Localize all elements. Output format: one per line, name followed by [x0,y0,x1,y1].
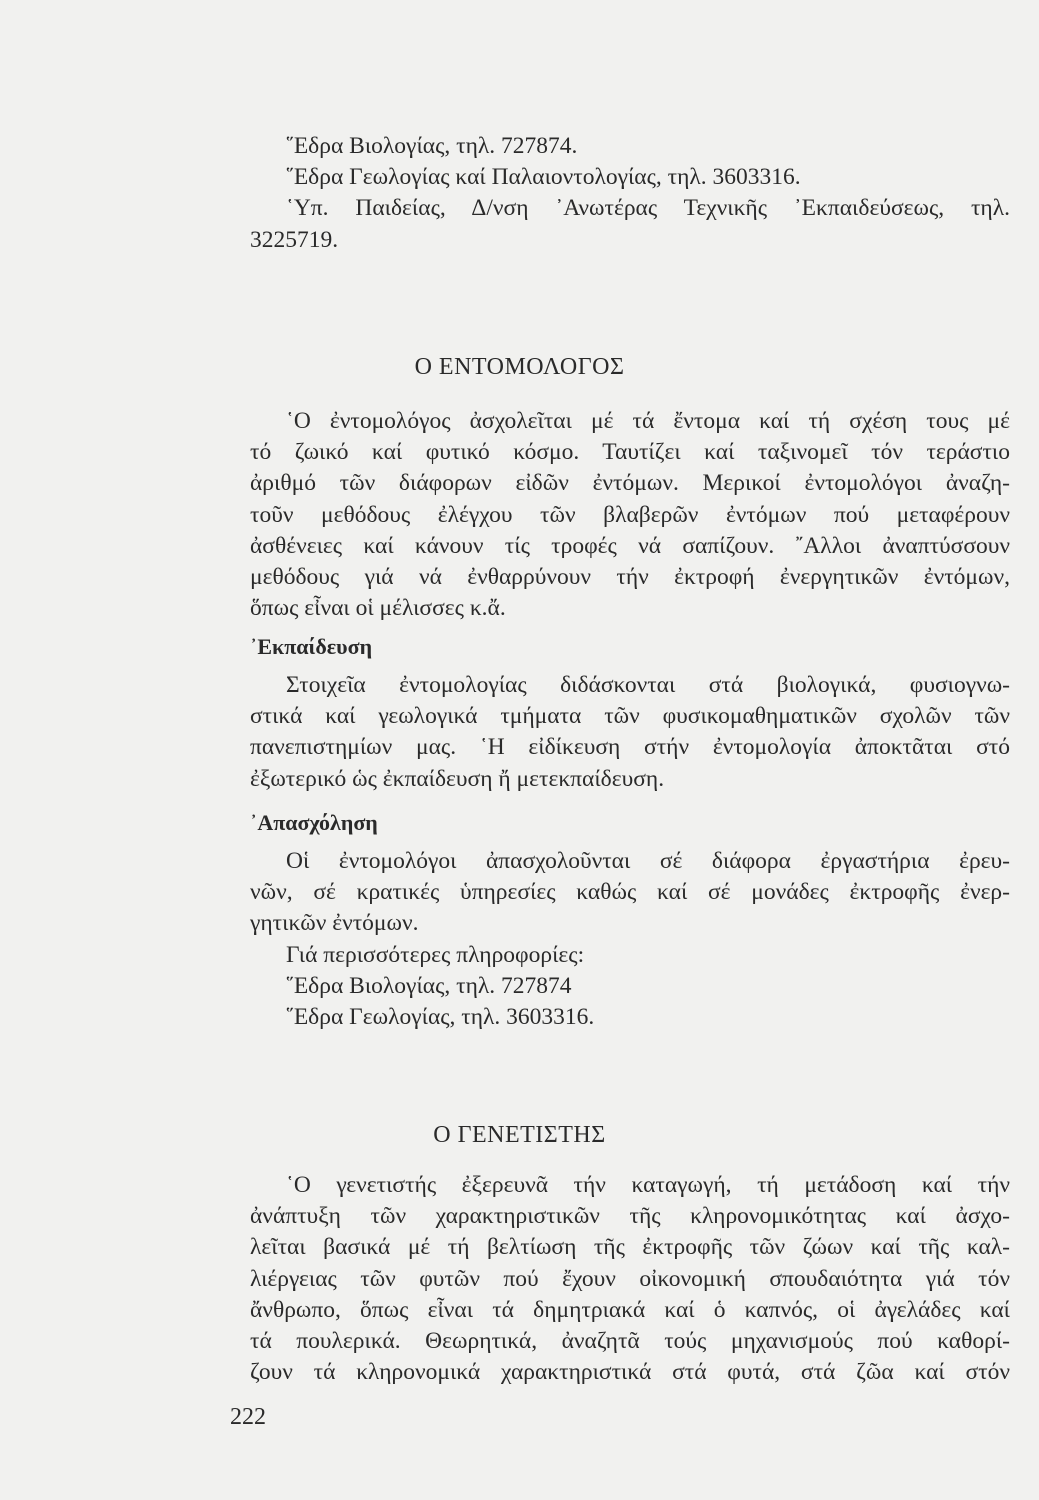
text-line: ἄνθρωπο, ὅπως εἶναι τά δημητριακά καί ὁ καπνός, οἱ ἀγελάδες καί [250,1296,1010,1323]
text-line: λιέργειας τῶν φυτῶν πού ἔχουν οἰκονομική σπουδαιότητα γιά τόν [250,1265,1010,1292]
text-line: ἀσθένειες καί κάνουν τίς τροφές νά σαπίζουν. ῎Αλλοι ἀναπτύσσουν [250,532,1010,559]
text-line: πανεπιστημίων μας. ῾Η εἰδίκευση στήν ἐντομολογία ἀποκτᾶται στό [250,734,1010,761]
contact-line: ῞Εδρα Γεωλογίας καί Παλαιοντολογίας, τηλ. 3603316. [286,164,801,191]
contact-line: ῞Εδρα Γεωλογίας, τηλ. 3603316. [286,1004,595,1031]
education-paragraph [250,670,1010,795]
text-line: τό ζωικό καί φυτικό κόσμο. Ταυτίζει καί ταξινομεῖ τόν τεράστιο [250,439,1010,466]
text-line: τοῦν μεθόδους ἐλέγχου τῶν βλαβερῶν ἐντόμων πού μεταφέρουν [250,501,1010,528]
text-line: γητικῶν ἐντόμων. [250,910,419,937]
text-line: ἐξωτερικό ὡς ἐκπαίδευση ἤ μετεκπαίδευση. [250,765,665,792]
page-number: 222 [230,1404,266,1430]
text-line: ῾Ο ἐντομολόγος ἀσχολεῖται μέ τά ἔντομα καί τή σχέση τους μέ [286,408,1010,434]
entomologist-intro [250,406,1010,624]
text-line: μεθόδους γιά νά ἐνθαρρύνουν τήν ἐκτροφή ἐνεργητικῶν ἐντόμων, [250,564,1010,591]
text-line: ὅπως εἶναι οἱ μέλισσες κ.ἄ. [250,595,506,622]
text-line: ἀνάπτυξη τῶν χαρακτηριστικῶν τῆς κληρονομικότητας καί ἀσχο- [250,1203,1010,1230]
top-contacts [250,131,1010,256]
text-line: ῾Ο γενετιστής ἐξερευνᾶ τήν καταγωγή, τή μετάδοση καί τήν [286,1172,1010,1198]
contact-line: ῞Εδρα Βιολογίας, τηλ. 727874. [286,133,578,159]
text-line: Στοιχεῖα ἐντομολογίας διδάσκονται στά βιολογικά, φυσιογνω- [286,672,1010,698]
contact-line: ῾Υπ. Παιδείας, Δ/νση ᾿Ανωτέρας Τεχνικῆς ᾿Εκπαιδεύσεως, τηλ. [286,195,1010,222]
text-line: ζουν τά κληρονομικά χαρακτηριστικά στά φυτά, στά ζῶα καί στόν [250,1359,1010,1386]
heading-employment: ᾿Απασχόληση [250,810,378,835]
text-line: τά πουλερικά. Θεωρητικά, ἀναζητᾶ τούς μηχανισμούς πού καθορί- [250,1328,1010,1355]
heading-education: ᾿Εκπαίδευση [250,634,373,659]
text-line: νῶν, σέ κρατικές ὑπηρεσίες καθώς καί σέ μονάδες ἐκτροφῆς ἐνερ- [250,879,1010,906]
contact-line: 3225719. [250,226,339,253]
more-info-line: Γιά περισσότερες πληροφορίες: [286,941,585,968]
section-title-entomologist: Ο ΕΝΤΟΜΟΛΟΓΟΣ [414,354,625,380]
contact-line: ῞Εδρα Βιολογίας, τηλ. 727874 [286,972,572,999]
text-line: Οἱ ἐντομολόγοι ἀπασχολοῦνται σέ διάφορα ἐργαστήρια ἐρευ- [286,848,1010,874]
text-line: στικά καί γεωλογικά τμήματα τῶν φυσικομαθηματικῶν σχολῶν τῶν [250,703,1010,730]
text-line: ἀριθμό τῶν διάφορων εἰδῶν ἐντόμων. Μερικοί ἐντομολόγοι ἀναζη- [250,470,1010,497]
text-line: λεῖται βασικά μέ τή βελτίωση τῆς ἐκτροφῆς τῶν ζώων καί τῆς καλ- [250,1234,1010,1261]
geneticist-paragraph [250,1170,1010,1388]
section-title-geneticist: Ο ΓΕΝΕΤΙΣΤΗΣ [433,1122,606,1148]
employment-paragraph [250,846,1010,1033]
